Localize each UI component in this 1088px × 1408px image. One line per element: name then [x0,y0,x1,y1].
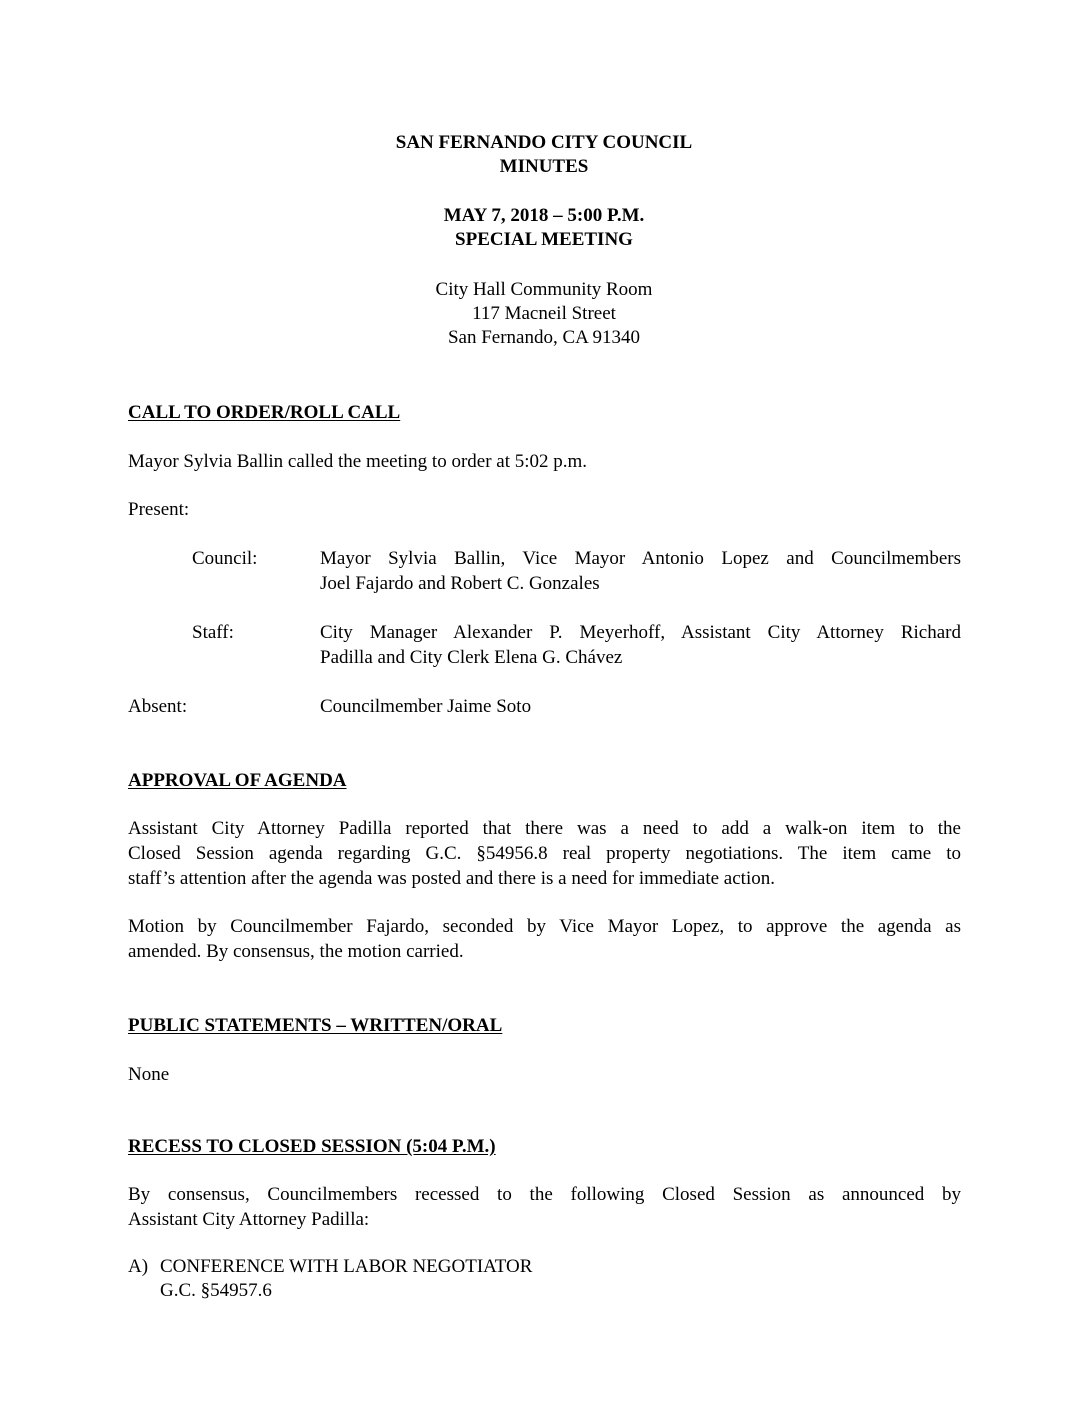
location-city: San Fernando, CA 91340 [447,327,641,348]
item-a-marker: A) [128,1256,149,1277]
section-heading-call-to-order: CALL TO ORDER/ROLL CALL [128,402,401,423]
meeting-type: SPECIAL MEETING [455,229,633,250]
location-street: 117 Macneil Street [472,303,616,324]
approval-paragraph-2 [128,914,961,964]
staff-members [320,620,961,670]
paragraph-line: Assistant City Attorney Padilla: [128,1209,370,1230]
paragraph-line: By consensus, Councilmembers recessed to the following Closed Session as announced by [128,1184,961,1205]
document-title: SAN FERNANDO CITY COUNCIL [395,132,693,153]
staff-label: Staff: [192,622,234,643]
council-members-line: Mayor Sylvia Ballin, Vice Mayor Antonio Lopez and Councilmembers [320,548,961,569]
paragraph-line: staff’s attention after the agenda was posted and there is a need for immediate action. [128,868,775,889]
section-heading-recess: RECESS TO CLOSED SESSION (5:04 P.M.) [128,1136,496,1157]
paragraph-line: Closed Session agenda regarding G.C. §54956.8 real property negotiations. The item came to [128,843,961,864]
council-members [320,546,961,596]
recess-paragraph [128,1182,961,1232]
item-a-code: G.C. §54957.6 [160,1280,272,1301]
absent-members: Councilmember Jaime Soto [320,696,532,717]
paragraph-line: Assistant City Attorney Padilla reported that there was a need to add a walk-on item to the [128,818,961,839]
item-a-title: CONFERENCE WITH LABOR NEGOTIATOR [160,1256,533,1277]
approval-paragraph-1 [128,816,961,891]
paragraph-line: amended. By consensus, the motion carried. [128,941,464,962]
meeting-date: MAY 7, 2018 – 5:00 P.M. [443,205,645,226]
call-to-order-text: Mayor Sylvia Ballin called the meeting to order at 5:02 p.m. [128,451,588,472]
staff-members-line: Padilla and City Clerk Elena G. Chávez [320,647,623,668]
location-room: City Hall Community Room [435,279,653,300]
staff-members-line: City Manager Alexander P. Meyerhoff, Assistant City Attorney Richard [320,622,961,643]
council-label: Council: [192,548,258,569]
present-label: Present: [128,499,190,520]
absent-label: Absent: [128,696,188,717]
section-heading-public-statements: PUBLIC STATEMENTS – WRITTEN/ORAL [128,1015,503,1036]
council-members-line: Joel Fajardo and Robert C. Gonzales [320,573,600,594]
public-statements-text: None [128,1064,170,1085]
paragraph-line: Motion by Councilmember Fajardo, seconded by Vice Mayor Lopez, to approve the agenda as [128,916,961,937]
section-heading-approval-of-agenda: APPROVAL OF AGENDA [128,770,347,791]
document-subtitle: MINUTES [499,156,589,177]
